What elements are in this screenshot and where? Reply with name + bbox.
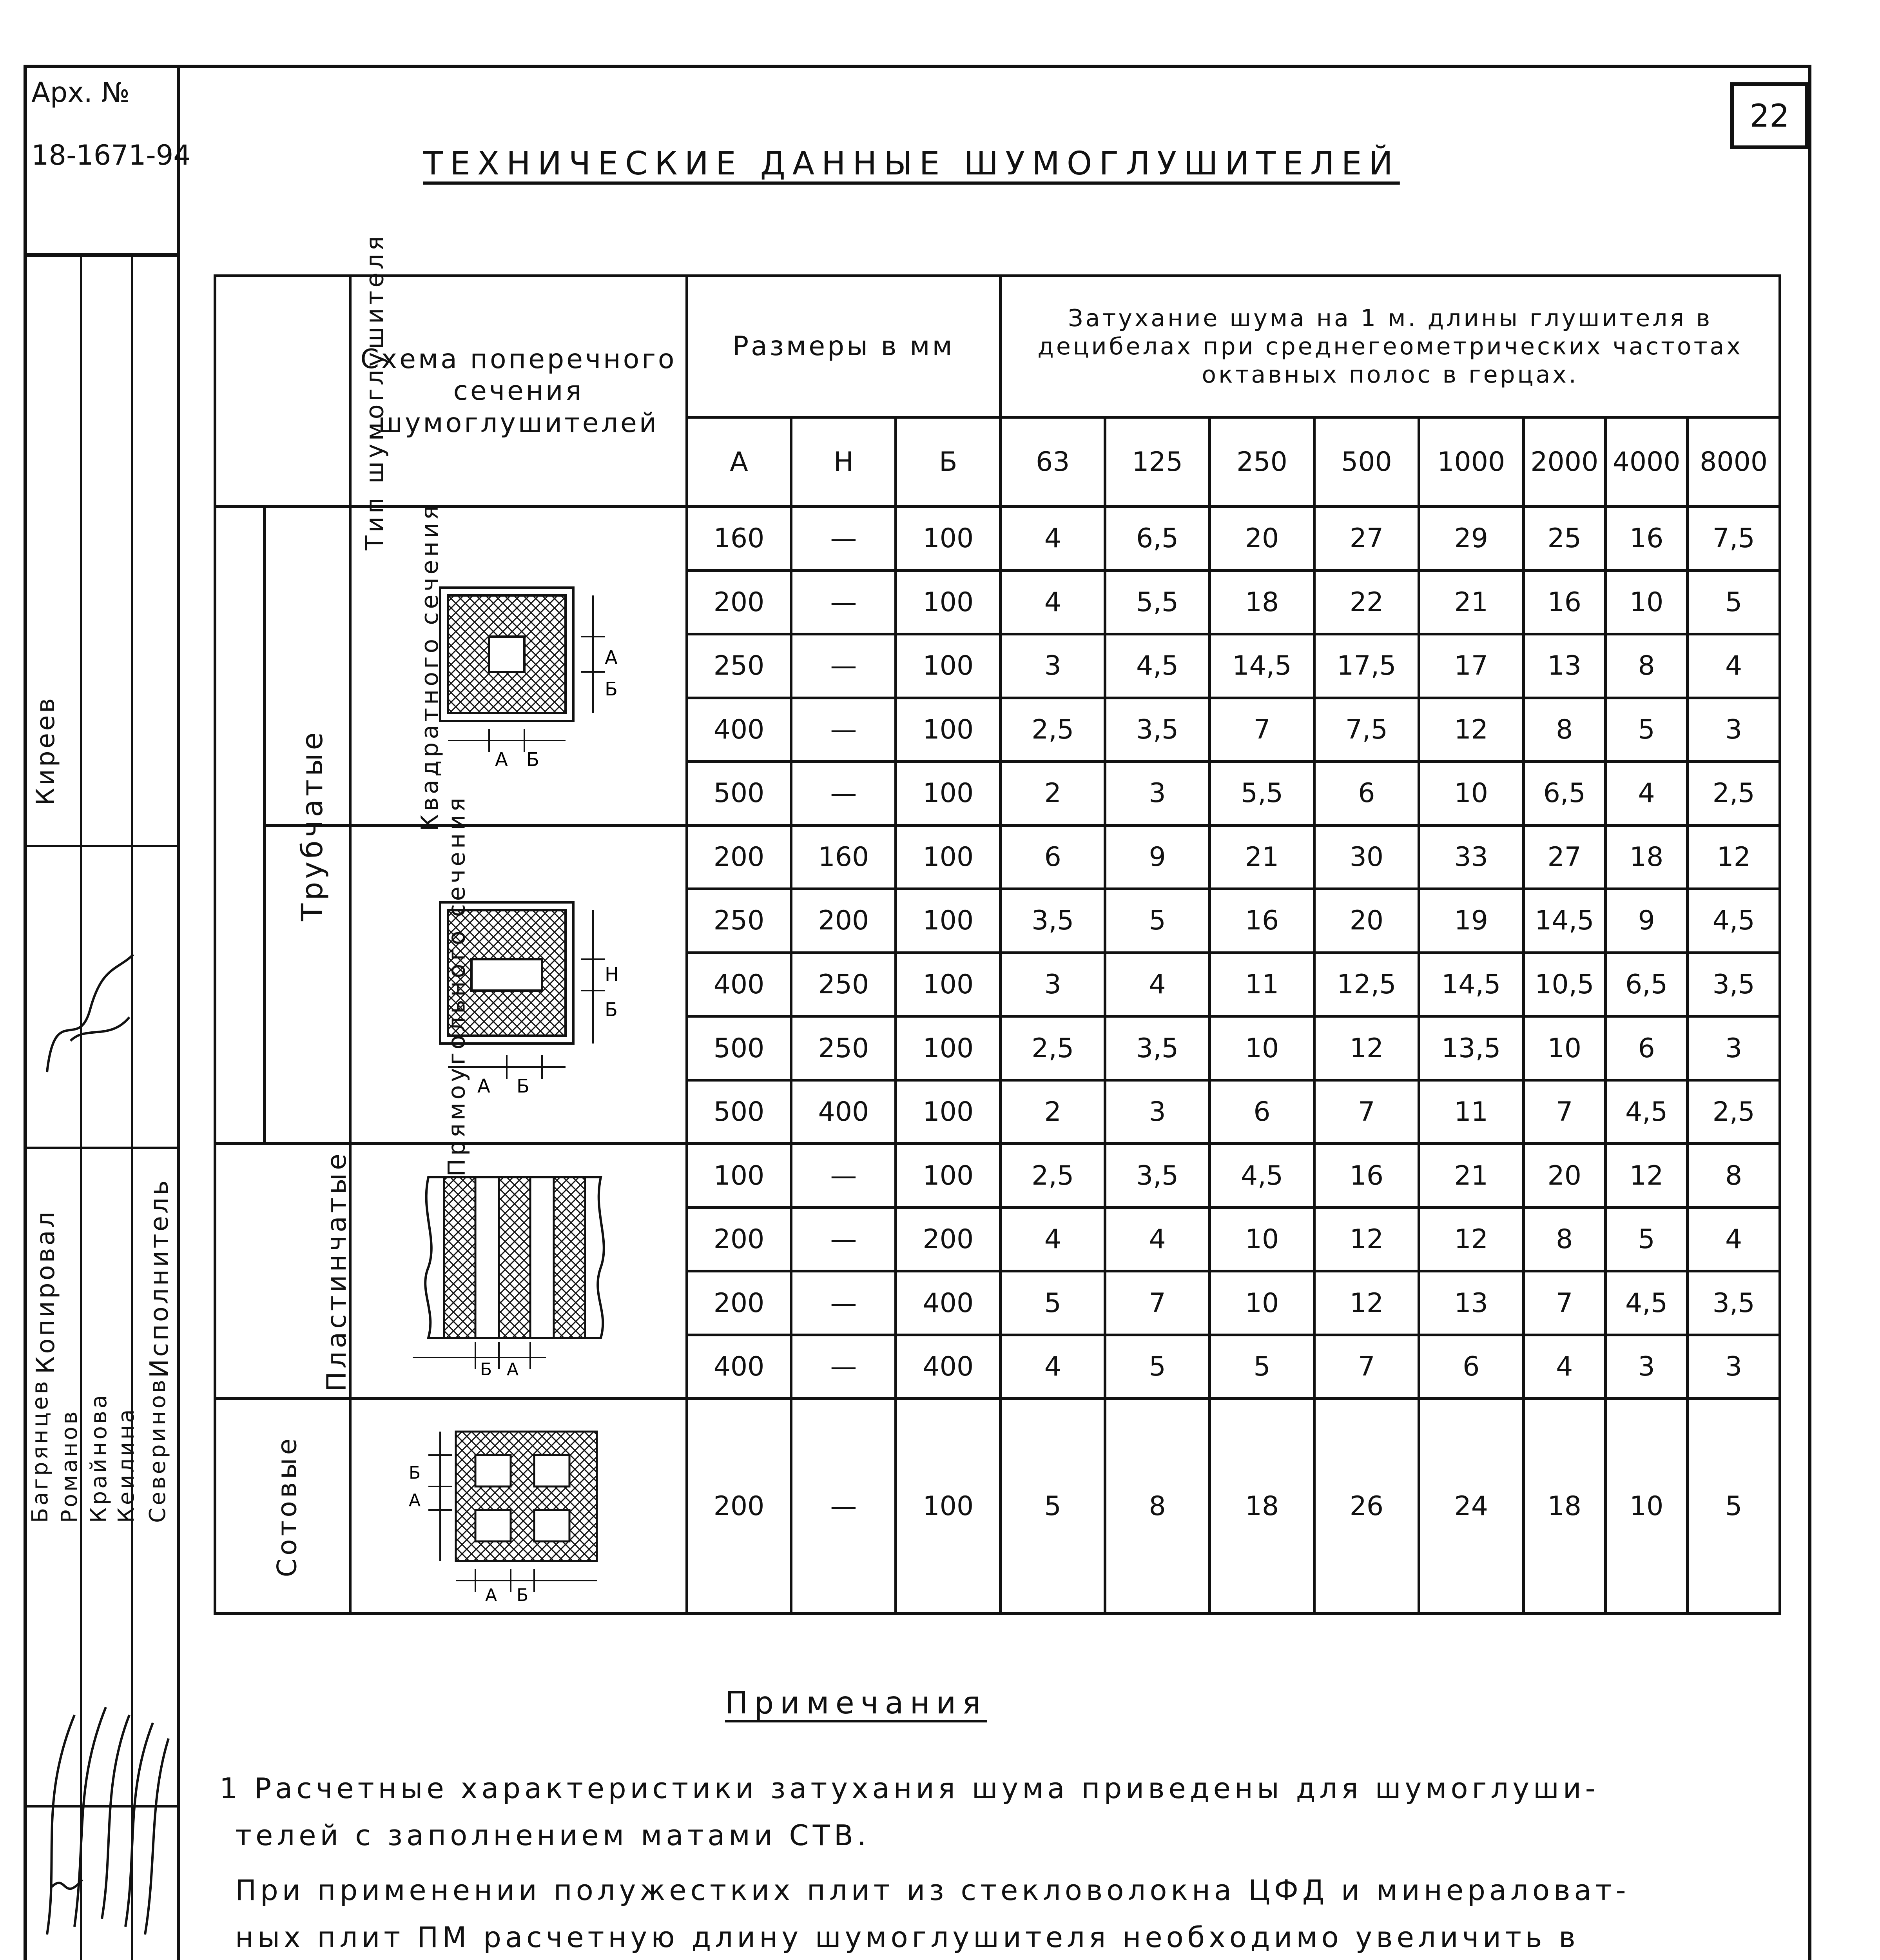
side-name: Романов [57,1409,82,1523]
table-row [215,1399,1780,1614]
dim-label-b: Б [516,1075,529,1097]
header-attenuation: Затухание шума на 1 м. длины глушителя в децибелах при среднегеометрических частотах октавных полос в герцах. [1001,276,1780,417]
cell-value: 3 [1105,1080,1210,1144]
group-tubular: Трубчатые [215,507,265,1144]
cell-b: 100 [896,634,1001,698]
scheme-square [350,507,687,826]
table-row [215,825,1780,889]
cell-h: — [791,1207,896,1271]
cell-a: 200 [687,1271,791,1335]
cell-value: 4,5 [1210,1144,1314,1208]
archive-number: 18-1671-94 [31,139,191,171]
cell-b: 100 [896,762,1001,826]
dim-label-b: Б [408,1463,421,1483]
group-plate: Пластинчатые [215,1144,350,1399]
cell-value: 9 [1105,825,1210,889]
cell-value: 20 [1210,507,1314,571]
cell-value: 21 [1419,1144,1523,1208]
cell-b: 400 [896,1335,1001,1399]
cell-value: 5 [1688,1399,1780,1614]
cell-h: 250 [791,953,896,1016]
cell-value: 11 [1210,953,1314,1016]
cell-value: 3 [1688,1016,1780,1080]
cell-value: 14,5 [1523,889,1605,953]
cell-a: 400 [687,953,791,1016]
col-header-freq: 1000 [1419,417,1523,507]
cell-value: 14,5 [1210,634,1314,698]
cell-value: 4 [1001,507,1105,571]
col-header-freq: 500 [1314,417,1419,507]
col-header-b: Б [896,417,1001,507]
cell-a: 200 [687,1399,791,1614]
notes-title: Примечания [725,1686,987,1721]
cell-h: — [791,1144,896,1208]
cell-a: 200 [687,570,791,634]
cell-value: 3 [1001,634,1105,698]
cell-b: 100 [896,1144,1001,1208]
cell-value: 10,5 [1523,953,1605,1016]
cell-value: 6 [1419,1335,1523,1399]
side-name: Северинов [145,1377,170,1523]
cell-value: 10 [1523,1016,1605,1080]
cell-a: 500 [687,1080,791,1144]
note-line: При применении полужестких плит из стекловолокна ЦФД и минераловат- [235,1874,1630,1907]
cell-value: 4,5 [1105,634,1210,698]
cell-value: 6 [1314,762,1419,826]
cell-value: 21 [1419,570,1523,634]
cell-value: 2,5 [1001,698,1105,762]
cell-value: 3 [1001,953,1105,1016]
dim-label-a: А [477,1075,490,1097]
cell-value: 8 [1523,1207,1605,1271]
cell-value: 8 [1605,634,1687,698]
cell-value: 5,5 [1105,570,1210,634]
cell-value: 7,5 [1314,698,1419,762]
cell-value: 29 [1419,507,1523,571]
cell-value: 2,5 [1688,1080,1780,1144]
cell-a: 400 [687,1335,791,1399]
cell-value: 13 [1523,634,1605,698]
cell-h: — [791,1335,896,1399]
cell-value: 4 [1001,1207,1105,1271]
cell-value: 9 [1605,889,1687,953]
dim-label-a: А [495,748,508,771]
note-line: телей с заполнением матами СТВ. [235,1819,870,1852]
cell-value: 3,5 [1105,1016,1210,1080]
cell-b: 200 [896,1207,1001,1271]
cell-value: 16 [1605,507,1687,571]
plate-section-drawing [397,1161,640,1381]
cell-b: 100 [896,825,1001,889]
cell-a: 500 [687,1016,791,1080]
cell-value: 7 [1523,1080,1605,1144]
cell-value: 14,5 [1419,953,1523,1016]
cell-value: 5 [1688,570,1780,634]
cell-h: 160 [791,825,896,889]
cell-value: 10 [1605,1399,1687,1614]
cell-value: 27 [1523,825,1605,889]
cell-value: 17,5 [1314,634,1419,698]
cell-value: 4 [1105,1207,1210,1271]
cell-value: 2,5 [1001,1016,1105,1080]
cell-value: 10 [1605,570,1687,634]
side-strip [24,257,180,1960]
cell-b: 100 [896,1016,1001,1080]
cell-h: — [791,762,896,826]
cell-value: 3,5 [1105,698,1210,762]
cell-h: — [791,698,896,762]
cell-value: 18 [1523,1399,1605,1614]
side-label-copied: Копировал [31,1209,60,1374]
cell-b: 100 [896,1080,1001,1144]
group-rectangular: Прямоугольного сечения [264,825,350,1144]
cell-value: 7 [1314,1335,1419,1399]
cell-value: 5 [1001,1271,1105,1335]
cell-value: 4 [1605,762,1687,826]
cell-value: 4 [1688,634,1780,698]
cell-value: 6,5 [1605,953,1687,1016]
page-title: ТЕХНИЧЕСКИЕ ДАННЫЕ ШУМОГЛУШИТЕЛЕЙ [423,145,1400,182]
side-name: Багрянцев [27,1379,53,1523]
cell-h: — [791,570,896,634]
side-label-executor: Исполнитель [145,1178,174,1378]
cell-value: 17 [1419,634,1523,698]
cell-value: 4 [1001,1335,1105,1399]
dim-label-a: А [506,1359,519,1379]
dim-label-b: Б [516,1585,529,1604]
cell-value: 18 [1605,825,1687,889]
cell-value: 11 [1419,1080,1523,1144]
cell-b: 100 [896,953,1001,1016]
cell-value: 3,5 [1105,1144,1210,1208]
col-header-freq: 2000 [1523,417,1605,507]
dim-label-a: А [604,646,618,669]
dim-label-a: А [408,1490,421,1511]
cell-b: 100 [896,570,1001,634]
cell-value: 19 [1419,889,1523,953]
cell-value: 18 [1210,570,1314,634]
cell-value: 20 [1314,889,1419,953]
cell-value: 18 [1210,1399,1314,1614]
cell-value: 4 [1105,953,1210,1016]
cell-value: 4 [1523,1335,1605,1399]
cell-value: 27 [1314,507,1419,571]
rect-section-drawing [409,871,628,1098]
cell-value: 12 [1314,1271,1419,1335]
signatures-icon [27,1684,176,1942]
cell-value: 7 [1105,1271,1210,1335]
cell-value: 16 [1314,1144,1419,1208]
cell-h: — [791,1271,896,1335]
cell-value: 16 [1523,570,1605,634]
cell-value: 12 [1688,825,1780,889]
page-number: 22 [1730,82,1809,149]
cell-value: 5 [1210,1335,1314,1399]
side-name-kireev: Киреев [31,695,60,806]
cell-value: 3,5 [1688,953,1780,1016]
note-line: 1 Расчетные характеристики затухания шума приведены для шумоглуши- [219,1772,1599,1805]
group-honeycomb: Сотовые [215,1399,350,1614]
cell-value: 4,5 [1688,889,1780,953]
cell-value: 30 [1314,825,1419,889]
col-header-freq: 63 [1001,417,1105,507]
cell-value: 25 [1523,507,1605,571]
cell-value: 3,5 [1688,1271,1780,1335]
header-dimensions: Размеры в мм [687,276,1001,417]
dim-label-a: А [485,1585,497,1604]
col-header-freq: 250 [1210,417,1314,507]
cell-b: 100 [896,1399,1001,1614]
cell-value: 10 [1419,762,1523,826]
cell-a: 160 [687,507,791,571]
cell-h: 250 [791,1016,896,1080]
cell-h: 200 [791,889,896,953]
cell-value: 2 [1001,762,1105,826]
cell-a: 250 [687,889,791,953]
cell-value: 20 [1523,1144,1605,1208]
cell-value: 3 [1688,1335,1780,1399]
cell-a: 500 [687,762,791,826]
signature-icon [31,923,149,1088]
cell-value: 4,5 [1605,1271,1687,1335]
honeycomb-section-drawing [401,1408,636,1604]
cell-value: 3 [1688,698,1780,762]
col-header-freq: 8000 [1688,417,1780,507]
cell-value: 10 [1210,1016,1314,1080]
cell-a: 200 [687,825,791,889]
cell-h: 400 [791,1080,896,1144]
cell-b: 100 [896,698,1001,762]
archive-box [24,65,191,257]
cell-value: 22 [1314,570,1419,634]
group-square: Квадратного сечения [264,507,350,826]
cell-h: — [791,507,896,571]
cell-value: 8 [1688,1144,1780,1208]
cell-value: 12 [1314,1016,1419,1080]
cell-b: 100 [896,889,1001,953]
cell-value: 6,5 [1105,507,1210,571]
dim-label-b: Б [526,748,539,771]
dim-label-b: Б [604,678,618,700]
cell-value: 2,5 [1688,762,1780,826]
cell-value: 2,5 [1001,1144,1105,1208]
col-header-freq: 4000 [1605,417,1687,507]
cell-value: 7,5 [1688,507,1780,571]
cell-value: 13 [1419,1271,1523,1335]
cell-h: — [791,1399,896,1614]
cell-value: 12 [1605,1144,1687,1208]
cell-b: 100 [896,507,1001,571]
scheme-plate [350,1144,687,1399]
cell-value: 10 [1210,1207,1314,1271]
cell-a: 200 [687,1207,791,1271]
header-scheme: Схема поперечного сечения шумоглушителей [350,276,687,507]
header-type: Тип шумоглушителя [215,276,350,507]
cell-value: 33 [1419,825,1523,889]
cell-h: — [791,634,896,698]
cell-a: 400 [687,698,791,762]
cell-value: 2 [1001,1080,1105,1144]
col-header-h: Н [791,417,896,507]
cell-value: 12,5 [1314,953,1419,1016]
archive-label: Арх. № [31,76,130,109]
cell-value: 3,5 [1001,889,1105,953]
cell-value: 13,5 [1419,1016,1523,1080]
cell-value: 5 [1105,889,1210,953]
cell-value: 16 [1210,889,1314,953]
cell-value: 10 [1210,1271,1314,1335]
cell-value: 26 [1314,1399,1419,1614]
cell-value: 3 [1605,1335,1687,1399]
cell-value: 5,5 [1210,762,1314,826]
cell-value: 5 [1605,698,1687,762]
cell-value: 12 [1419,1207,1523,1271]
col-header-freq: 125 [1105,417,1210,507]
cell-value: 7 [1314,1080,1419,1144]
cell-value: 6 [1001,825,1105,889]
cell-value: 4 [1001,570,1105,634]
cell-value: 8 [1105,1399,1210,1614]
cell-value: 5 [1001,1399,1105,1614]
scheme-honeycomb [350,1399,687,1614]
dim-label-b: Б [480,1359,492,1379]
cell-value: 21 [1210,825,1314,889]
cell-value: 8 [1523,698,1605,762]
cell-a: 100 [687,1144,791,1208]
cell-value: 6 [1210,1080,1314,1144]
cell-value: 12 [1314,1207,1419,1271]
cell-value: 12 [1419,698,1523,762]
cell-value: 6 [1605,1016,1687,1080]
cell-a: 250 [687,634,791,698]
note-line: ных плит ПМ расчетную длину шумоглушителя необходимо увеличить в [235,1921,1579,1954]
scheme-rectangular [350,825,687,1144]
table-row [215,507,1780,571]
dim-label-b: Б [604,998,618,1021]
cell-value: 6,5 [1523,762,1605,826]
silencer-data-table [214,233,1781,1615]
cell-value: 5 [1605,1207,1687,1271]
cell-value: 24 [1419,1399,1523,1614]
cell-value: 4,5 [1605,1080,1687,1144]
cell-b: 400 [896,1271,1001,1335]
cell-value: 3 [1105,762,1210,826]
cell-value: 7 [1210,698,1314,762]
cell-value: 4 [1688,1207,1780,1271]
cell-value: 7 [1523,1271,1605,1335]
col-header-a: А [687,417,791,507]
side-name: Кеилина [114,1407,139,1523]
side-name: Крайнова [86,1392,112,1523]
dim-label-h: Н [604,963,619,985]
cell-value: 5 [1105,1335,1210,1399]
